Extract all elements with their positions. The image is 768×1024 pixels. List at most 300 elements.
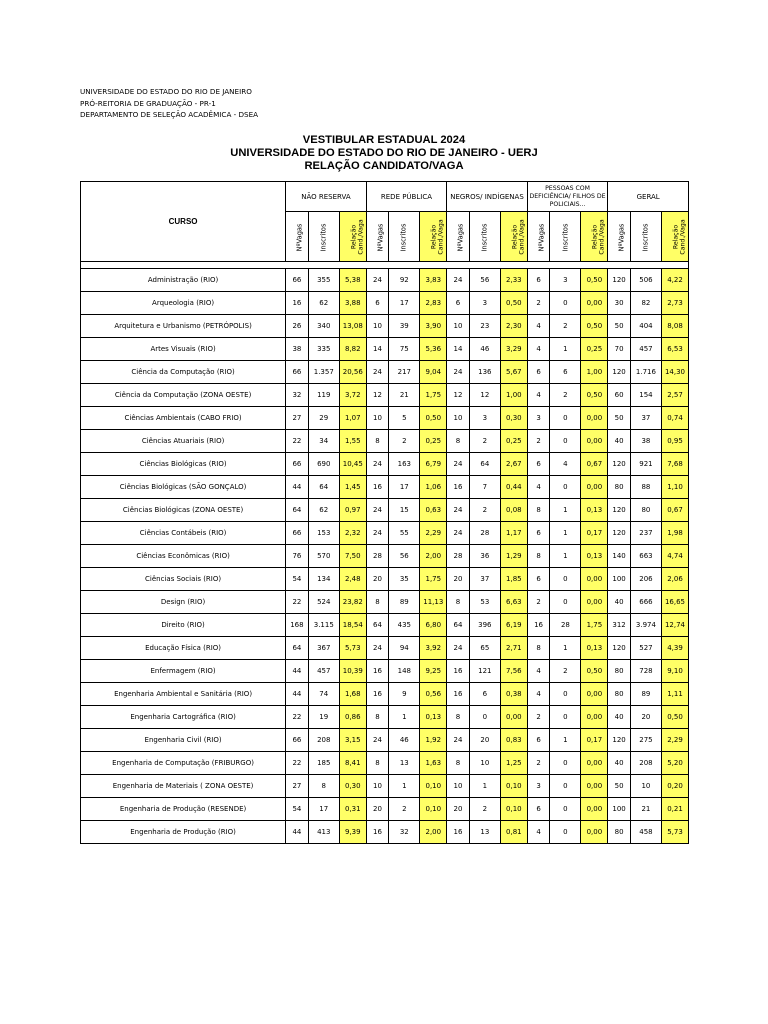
table-row (81, 499, 689, 522)
inscritos-cell: 153 (308, 522, 339, 545)
relacao-cell: 0,10 (500, 798, 527, 821)
subheader-relacao-text (673, 219, 687, 254)
subheader-vagas (527, 212, 550, 262)
inscritos-cell: 1 (550, 499, 581, 522)
inscritos-cell: 154 (630, 384, 661, 407)
vagas-cell: 66 (286, 269, 309, 292)
inscritos-cell: 62 (308, 499, 339, 522)
course-name: Ciências Biológicas (RIO) (81, 453, 286, 476)
relacao-cell: 5,38 (339, 269, 366, 292)
table-row (81, 706, 689, 729)
relacao-cell: 2,29 (662, 729, 689, 752)
relacao-cell: 5,36 (420, 338, 447, 361)
vagas-cell: 120 (608, 269, 631, 292)
table-row (81, 729, 689, 752)
relacao-cell: 1,75 (581, 614, 608, 637)
relacao-cell: 0,00 (581, 752, 608, 775)
vagas-cell: 16 (527, 614, 550, 637)
course-name: Ciências Contábeis (RIO) (81, 522, 286, 545)
inscritos-cell: 4 (550, 453, 581, 476)
inscritos-cell: 1.716 (630, 361, 661, 384)
gap-row (81, 262, 689, 269)
inscritos-cell: 728 (630, 660, 661, 683)
vagas-cell: 16 (366, 476, 389, 499)
relacao-cell: 0,13 (581, 499, 608, 522)
inscritos-cell: 56 (389, 545, 420, 568)
vagas-cell: 64 (447, 614, 470, 637)
relacao-cell: 2,29 (420, 522, 447, 545)
relacao-cell: 0,38 (500, 683, 527, 706)
vagas-cell: 2 (527, 752, 550, 775)
group-negros-indigenas: NEGROS/ INDÍGENAS (447, 182, 528, 212)
relacao-cell: 18,54 (339, 614, 366, 637)
vagas-cell: 8 (366, 706, 389, 729)
vagas-cell: 30 (608, 292, 631, 315)
inscritos-cell: 1.357 (308, 361, 339, 384)
title-relation: RELAÇÃO CANDIDATO/VAGA (304, 160, 464, 172)
table-row (81, 752, 689, 775)
inscritos-cell: 39 (389, 315, 420, 338)
inscritos-cell: 435 (389, 614, 420, 637)
inscritos-cell: 0 (550, 292, 581, 315)
vagas-cell: 40 (608, 706, 631, 729)
vagas-cell: 4 (527, 683, 550, 706)
table-row (81, 545, 689, 568)
relacao-cell: 1,68 (339, 683, 366, 706)
subheader-relacao-text (512, 219, 526, 254)
vagas-cell: 312 (608, 614, 631, 637)
vagas-cell: 22 (286, 591, 309, 614)
inscritos-cell: 335 (308, 338, 339, 361)
table-row (81, 522, 689, 545)
subheader-vagas (608, 212, 631, 262)
inscritos-cell: 36 (469, 545, 500, 568)
inscritos-cell: 367 (308, 637, 339, 660)
relacao-cell: 0,30 (500, 407, 527, 430)
inscritos-cell: 23 (469, 315, 500, 338)
relacao-cell: 2,48 (339, 568, 366, 591)
relacao-cell: 0,10 (420, 775, 447, 798)
inscritos-cell: 37 (630, 407, 661, 430)
inscritos-cell: 64 (308, 476, 339, 499)
table-head (81, 182, 689, 269)
vagas-cell: 24 (447, 453, 470, 476)
subheader-relacao (339, 212, 366, 262)
inscritos-cell: 74 (308, 683, 339, 706)
subheader-relacao-line1: Relação (672, 224, 680, 249)
vagas-cell: 26 (286, 315, 309, 338)
relacao-cell: 7,68 (662, 453, 689, 476)
vagas-cell: 4 (527, 384, 550, 407)
vagas-cell: 12 (366, 384, 389, 407)
inscritos-cell: 89 (630, 683, 661, 706)
subheader-vagas (286, 212, 309, 262)
inscritos-cell: 206 (630, 568, 661, 591)
inscritos-cell: 2 (389, 430, 420, 453)
vagas-cell: 16 (366, 821, 389, 844)
vagas-cell: 54 (286, 568, 309, 591)
inscritos-cell: 458 (630, 821, 661, 844)
relacao-cell: 0,50 (500, 292, 527, 315)
vagas-cell: 10 (447, 775, 470, 798)
subheader-inscritos-text: Inscritos (319, 223, 328, 251)
vagas-cell: 16 (447, 821, 470, 844)
relacao-cell: 0,95 (662, 430, 689, 453)
relacao-cell: 4,22 (662, 269, 689, 292)
vagas-cell: 44 (286, 821, 309, 844)
inscritos-cell: 0 (550, 591, 581, 614)
group-rede-publica: REDE PÚBLICA (366, 182, 447, 212)
vagas-cell: 16 (366, 683, 389, 706)
inscritos-cell: 6 (469, 683, 500, 706)
inscritos-cell: 663 (630, 545, 661, 568)
vagas-cell: 80 (608, 476, 631, 499)
vagas-cell: 120 (608, 522, 631, 545)
subheader-inscritos-text: Inscritos (641, 223, 650, 251)
relacao-cell: 0,83 (500, 729, 527, 752)
vagas-cell: 6 (366, 292, 389, 315)
vagas-cell: 24 (366, 453, 389, 476)
course-name: Educação Física (RIO) (81, 637, 286, 660)
inscritos-cell: 21 (389, 384, 420, 407)
relacao-cell: 3,72 (339, 384, 366, 407)
subheader-relacao-line2: Cand./Vaga (357, 218, 365, 255)
subheader-inscritos-text: Inscritos (480, 223, 489, 251)
vagas-cell: 20 (366, 568, 389, 591)
subheader-relacao-line2: Cand./Vaga (679, 218, 687, 255)
relacao-cell: 2,57 (662, 384, 689, 407)
relacao-cell: 2,00 (420, 821, 447, 844)
vagas-cell: 6 (527, 361, 550, 384)
inscritos-cell: 134 (308, 568, 339, 591)
group-nao-reserva: NÃO RESERVA (286, 182, 367, 212)
vagas-cell: 24 (366, 637, 389, 660)
relacao-cell: 10,39 (339, 660, 366, 683)
vagas-cell: 10 (447, 315, 470, 338)
inscritos-cell: 62 (308, 292, 339, 315)
course-name: Design (RIO) (81, 591, 286, 614)
table-row (81, 568, 689, 591)
inscritos-cell: 1 (550, 545, 581, 568)
inscritos-cell: 2 (469, 798, 500, 821)
vagas-cell: 40 (608, 591, 631, 614)
subheader-relacao-text (592, 219, 606, 254)
subheader-inscritos-text: Inscritos (399, 223, 408, 251)
relacao-cell: 9,25 (420, 660, 447, 683)
inscritos-cell: 13 (389, 752, 420, 775)
vagas-cell: 60 (608, 384, 631, 407)
subheader-relacao-line2: Cand./Vaga (518, 218, 526, 255)
relacao-cell: 5,73 (662, 821, 689, 844)
inscritos-cell: 1 (389, 706, 420, 729)
inscritos-cell: 20 (469, 729, 500, 752)
inscritos-cell: 163 (389, 453, 420, 476)
inscritos-cell: 396 (469, 614, 500, 637)
vagas-cell: 8 (366, 430, 389, 453)
vagas-cell: 22 (286, 706, 309, 729)
table-row (81, 269, 689, 292)
vagas-cell: 50 (608, 315, 631, 338)
group-header-row (81, 182, 689, 212)
inscritos-cell: 82 (630, 292, 661, 315)
vagas-cell: 100 (608, 798, 631, 821)
vagas-cell: 8 (366, 591, 389, 614)
vagas-cell: 120 (608, 361, 631, 384)
relacao-cell: 3,15 (339, 729, 366, 752)
relacao-cell: 0,10 (420, 798, 447, 821)
subheader-vagas (447, 212, 470, 262)
vagas-cell: 4 (527, 315, 550, 338)
table-row (81, 338, 689, 361)
inscritos-cell: 3 (469, 407, 500, 430)
vagas-cell: 10 (366, 315, 389, 338)
vagas-cell: 3 (527, 407, 550, 430)
inscritos-cell: 1 (469, 775, 500, 798)
inscritos-cell: 94 (389, 637, 420, 660)
vagas-cell: 3 (527, 775, 550, 798)
relacao-cell: 4,39 (662, 637, 689, 660)
relacao-cell: 8,08 (662, 315, 689, 338)
vagas-cell: 20 (447, 568, 470, 591)
vagas-cell: 16 (447, 476, 470, 499)
inscritos-cell: 55 (389, 522, 420, 545)
vagas-cell: 8 (447, 591, 470, 614)
relacao-cell: 0,50 (581, 384, 608, 407)
inscritos-cell: 148 (389, 660, 420, 683)
gap-cell (81, 262, 689, 269)
table-row (81, 614, 689, 637)
vagas-cell: 40 (608, 752, 631, 775)
vagas-cell: 6 (527, 729, 550, 752)
inscritos-cell: 0 (550, 706, 581, 729)
inscritos-cell: 3.115 (308, 614, 339, 637)
header-lines (80, 86, 258, 121)
relacao-cell: 12,74 (662, 614, 689, 637)
relacao-cell: 6,80 (420, 614, 447, 637)
vagas-cell: 24 (366, 729, 389, 752)
inscritos-cell: 15 (389, 499, 420, 522)
vagas-cell: 8 (366, 752, 389, 775)
vagas-cell: 8 (447, 752, 470, 775)
table-row (81, 361, 689, 384)
table-row (81, 453, 689, 476)
inscritos-cell: 64 (469, 453, 500, 476)
inscritos-cell: 2 (550, 315, 581, 338)
inscritos-cell: 413 (308, 821, 339, 844)
relacao-cell: 0,00 (581, 821, 608, 844)
vagas-cell: 2 (527, 292, 550, 315)
relacao-cell: 2,83 (420, 292, 447, 315)
vagas-cell: 14 (447, 338, 470, 361)
relacao-cell: 9,39 (339, 821, 366, 844)
subheader-inscritos (389, 212, 420, 262)
vagas-cell: 20 (447, 798, 470, 821)
vagas-cell: 2 (527, 430, 550, 453)
relacao-cell: 0,25 (420, 430, 447, 453)
header-university: UNIVERSIDADE DO ESTADO DO RIO DE JANEIRO (80, 87, 252, 96)
vagas-cell: 2 (527, 706, 550, 729)
inscritos-cell: 1 (550, 522, 581, 545)
table-row (81, 660, 689, 683)
vagas-cell: 28 (366, 545, 389, 568)
inscritos-cell: 21 (630, 798, 661, 821)
inscritos-cell: 29 (308, 407, 339, 430)
inscritos-cell: 3 (550, 269, 581, 292)
subheader-relacao (420, 212, 447, 262)
group-pessoas-deficiencia: PESSOAS COM DEFICIÊNCIA/ FILHOS DE POLICIAIS... (527, 182, 608, 212)
inscritos-cell: 666 (630, 591, 661, 614)
vagas-cell: 27 (286, 407, 309, 430)
vagas-cell: 28 (447, 545, 470, 568)
vagas-cell: 24 (366, 269, 389, 292)
vagas-cell: 76 (286, 545, 309, 568)
vagas-cell: 50 (608, 775, 631, 798)
inscritos-cell: 28 (550, 614, 581, 637)
vagas-cell: 54 (286, 798, 309, 821)
relacao-cell: 6,79 (420, 453, 447, 476)
table-row (81, 775, 689, 798)
inscritos-cell: 921 (630, 453, 661, 476)
inscritos-cell: 6 (550, 361, 581, 384)
vagas-cell: 24 (447, 522, 470, 545)
subheader-relacao (500, 212, 527, 262)
inscritos-cell: 185 (308, 752, 339, 775)
inscritos-cell: 0 (550, 568, 581, 591)
relacao-cell: 1,75 (420, 384, 447, 407)
relacao-cell: 1,29 (500, 545, 527, 568)
vagas-cell: 24 (447, 637, 470, 660)
relacao-cell: 6,19 (500, 614, 527, 637)
vagas-cell: 8 (447, 706, 470, 729)
inscritos-cell: 136 (469, 361, 500, 384)
relacao-cell: 1,17 (500, 522, 527, 545)
relacao-cell: 10,45 (339, 453, 366, 476)
vagas-cell: 66 (286, 729, 309, 752)
vagas-cell: 14 (366, 338, 389, 361)
inscritos-cell: 404 (630, 315, 661, 338)
course-name: Engenharia Civil (RIO) (81, 729, 286, 752)
relacao-cell: 3,90 (420, 315, 447, 338)
course-name: Arquitetura e Urbanismo (PETRÓPOLIS) (81, 315, 286, 338)
inscritos-cell: 46 (469, 338, 500, 361)
relacao-cell: 1,10 (662, 476, 689, 499)
inscritos-cell: 46 (389, 729, 420, 752)
relacao-cell: 23,82 (339, 591, 366, 614)
inscritos-cell: 17 (389, 476, 420, 499)
vagas-cell: 70 (608, 338, 631, 361)
inscritos-cell: 3 (469, 292, 500, 315)
title-block (0, 134, 768, 173)
vagas-cell: 6 (527, 798, 550, 821)
inscritos-cell: 17 (308, 798, 339, 821)
relacao-cell: 0,67 (581, 453, 608, 476)
inscritos-cell: 2 (550, 384, 581, 407)
relacao-cell: 0,00 (581, 683, 608, 706)
relacao-cell: 0,10 (500, 775, 527, 798)
course-name: Engenharia Ambiental e Sanitária (RIO) (81, 683, 286, 706)
course-name: Administração (RIO) (81, 269, 286, 292)
subheader-relacao-line2: Cand./Vaga (599, 218, 607, 255)
vagas-cell: 4 (527, 821, 550, 844)
vagas-cell: 80 (608, 660, 631, 683)
inscritos-cell: 217 (389, 361, 420, 384)
relacao-cell: 0,86 (339, 706, 366, 729)
inscritos-cell: 10 (630, 775, 661, 798)
vagas-cell: 27 (286, 775, 309, 798)
relacao-cell: 11,13 (420, 591, 447, 614)
relacao-cell: 1,07 (339, 407, 366, 430)
relacao-cell: 1,06 (420, 476, 447, 499)
relacao-cell: 0,20 (662, 775, 689, 798)
candidate-ratio-table (80, 181, 689, 844)
inscritos-cell: 527 (630, 637, 661, 660)
relacao-cell: 0,56 (420, 683, 447, 706)
subheader-vagas-text: NºVagas (456, 223, 465, 251)
inscritos-cell: 65 (469, 637, 500, 660)
inscritos-cell: 28 (469, 522, 500, 545)
relacao-cell: 9,10 (662, 660, 689, 683)
vagas-cell: 24 (447, 729, 470, 752)
relacao-cell: 2,71 (500, 637, 527, 660)
course-name: Engenharia Cartográfica (RIO) (81, 706, 286, 729)
inscritos-cell: 80 (630, 499, 661, 522)
vagas-cell: 64 (286, 499, 309, 522)
vagas-cell: 16 (366, 660, 389, 683)
relacao-cell: 0,31 (339, 798, 366, 821)
subheader-relacao-line1: Relação (350, 224, 358, 249)
vagas-cell: 10 (366, 775, 389, 798)
table-row (81, 591, 689, 614)
inscritos-cell: 5 (389, 407, 420, 430)
table-row (81, 637, 689, 660)
inscritos-cell: 1 (389, 775, 420, 798)
relacao-cell: 1,55 (339, 430, 366, 453)
subheader-vagas-text: NºVagas (617, 223, 626, 251)
vagas-cell: 12 (447, 384, 470, 407)
relacao-cell: 7,50 (339, 545, 366, 568)
relacao-cell: 0,17 (581, 729, 608, 752)
relacao-cell: 8,41 (339, 752, 366, 775)
vagas-cell: 16 (447, 660, 470, 683)
relacao-cell: 2,06 (662, 568, 689, 591)
inscritos-cell: 89 (389, 591, 420, 614)
relacao-cell: 1,92 (420, 729, 447, 752)
course-name: Engenharia de Computação (FRIBURGO) (81, 752, 286, 775)
relacao-cell: 0,21 (662, 798, 689, 821)
course-name: Engenharia de Produção (RESENDE) (81, 798, 286, 821)
inscritos-cell: 457 (630, 338, 661, 361)
inscritos-cell: 2 (550, 660, 581, 683)
subheader-relacao-text (431, 219, 445, 254)
relacao-cell: 0,25 (500, 430, 527, 453)
inscritos-cell: 10 (469, 752, 500, 775)
inscritos-cell: 0 (550, 798, 581, 821)
relacao-cell: 0,08 (500, 499, 527, 522)
vagas-cell: 38 (286, 338, 309, 361)
subheader-vagas (366, 212, 389, 262)
vagas-cell: 120 (608, 453, 631, 476)
relacao-cell: 0,63 (420, 499, 447, 522)
inscritos-cell: 1 (550, 338, 581, 361)
subheader-vagas-text: NºVagas (295, 223, 304, 251)
inscritos-cell: 2 (389, 798, 420, 821)
vagas-cell: 100 (608, 568, 631, 591)
inscritos-cell: 570 (308, 545, 339, 568)
inscritos-cell: 19 (308, 706, 339, 729)
inscritos-cell: 524 (308, 591, 339, 614)
vagas-cell: 8 (527, 637, 550, 660)
vagas-cell: 6 (527, 522, 550, 545)
